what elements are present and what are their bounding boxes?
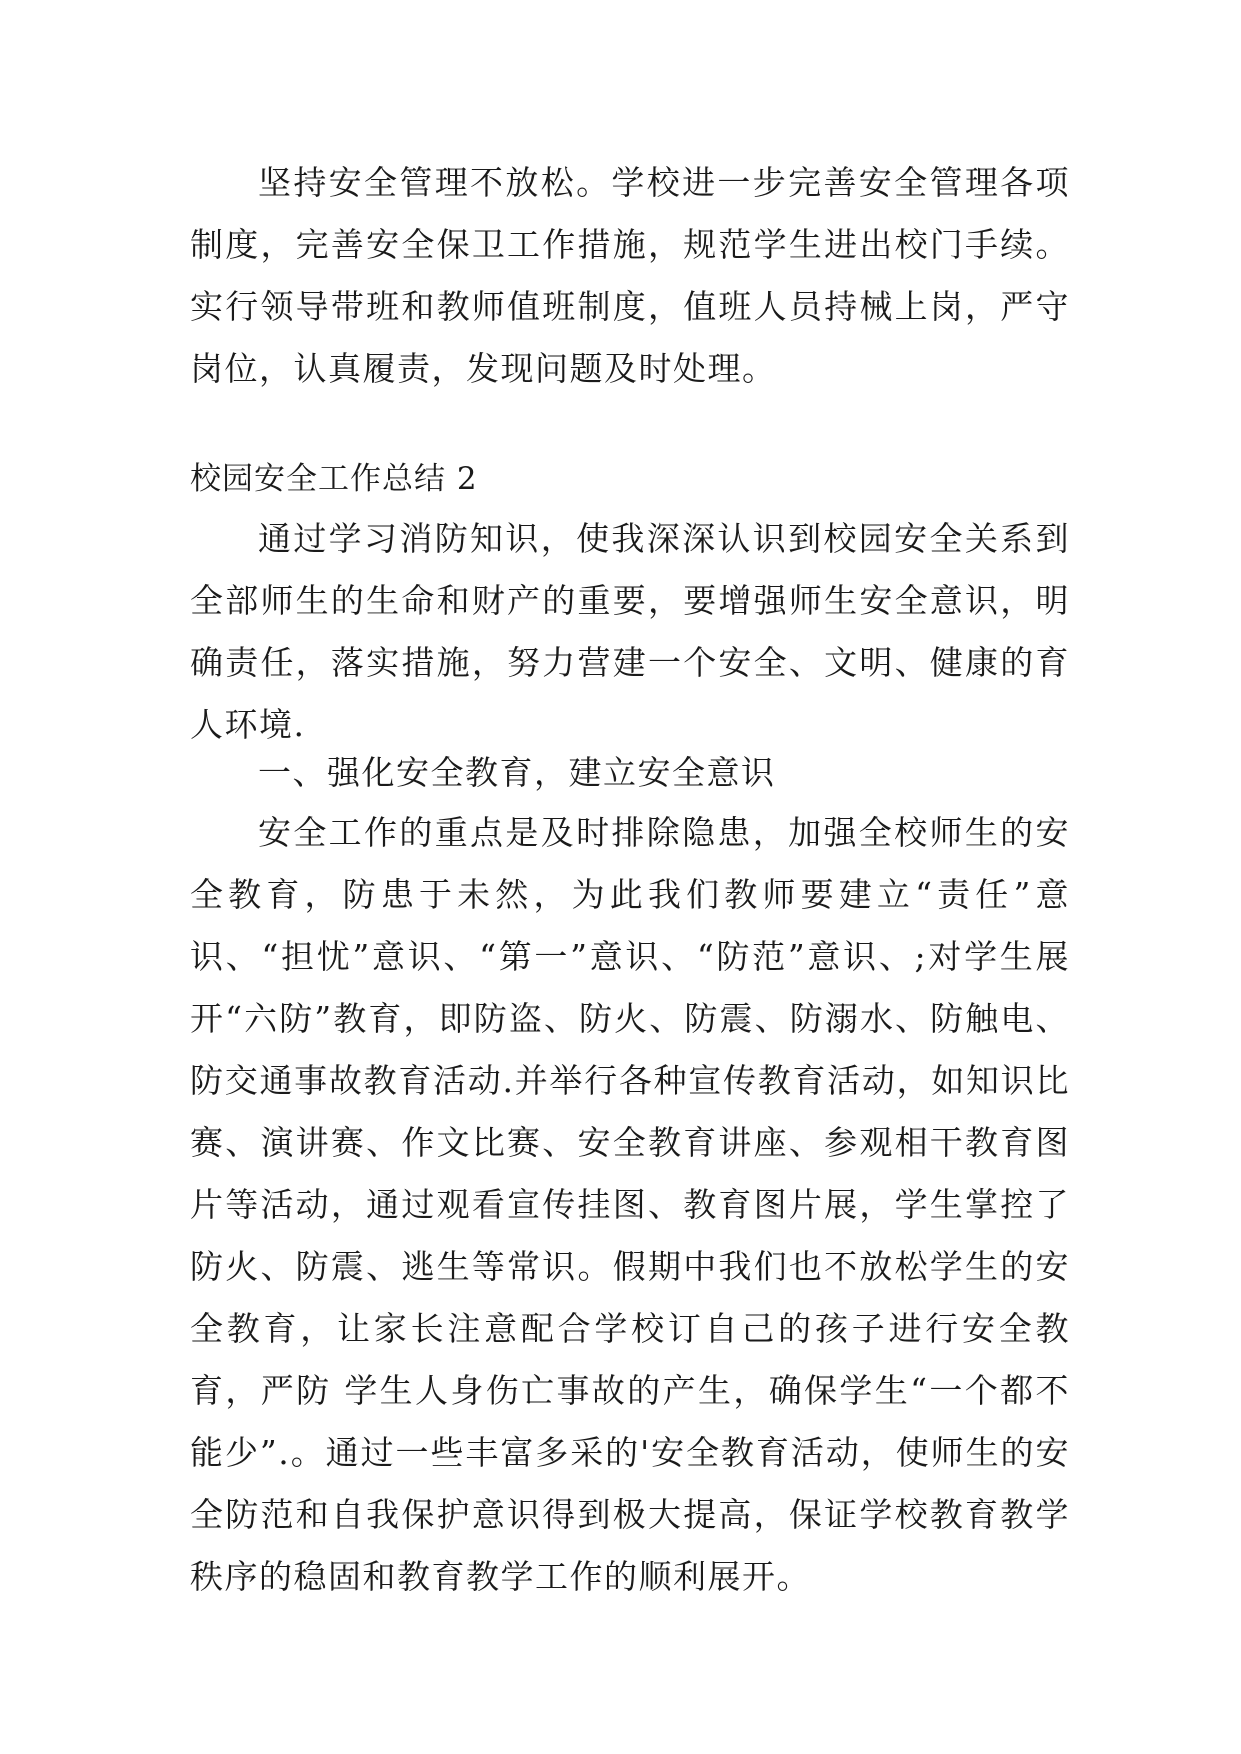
paragraph-safety-education-details: 安全工作的重点是及时排除隐患，加强全校师生的安全教育，防患于未然，为此我们教师要建立“责任”意识、“担忧”意识、“第一”意识、“防范”意识、;对学生展开“六防”教育，即防盗、防火、防震、防溺水、防触电、防交通事故教育活动.并举行各种宣传教育活动，如知识比赛、演讲赛、作文比赛、安全教育讲座、参观相干教育图片等活动，通过观看宣传挂图、教育图片展，学生掌控了防火、防震、逃生等常识。假期中我们也不放松学生的安全教育，让家长注意配合学校订自己的孩子进行安全教育，严防 学生人身伤亡事故的产生，确保学生“一个都不能少”.。通过一些丰富多采的'安全教育活动，使师生的安全防范和自我保护意识得到极大提高，保证学校教育教学秩序的稳固和教育教学工作的顺利展开。 xyxy=(190,813,1070,1596)
section-heading-safety-education: 一、强化安全教育，建立安全意识 xyxy=(258,753,776,792)
section-title-summary-2: 校园安全工作总结 2 xyxy=(190,461,478,497)
paragraph-safety-management: 坚持安全管理不放松。学校进一步完善安全管理各项制度，完善安全保卫工作措施，规范学生进出校门手续。实行领导带班和教师值班制度，值班人员持械上岗，严守岗位，认真履责，发现问题及时处理。 xyxy=(190,163,1070,388)
paragraph-fire-safety-knowledge: 通过学习消防知识，使我深深认识到校园安全关系到全部师生的生命和财产的重要，要增强师生安全意识，明确责任，落实措施，努力营建一个安全、文明、健康的育人环境. xyxy=(190,519,1070,744)
